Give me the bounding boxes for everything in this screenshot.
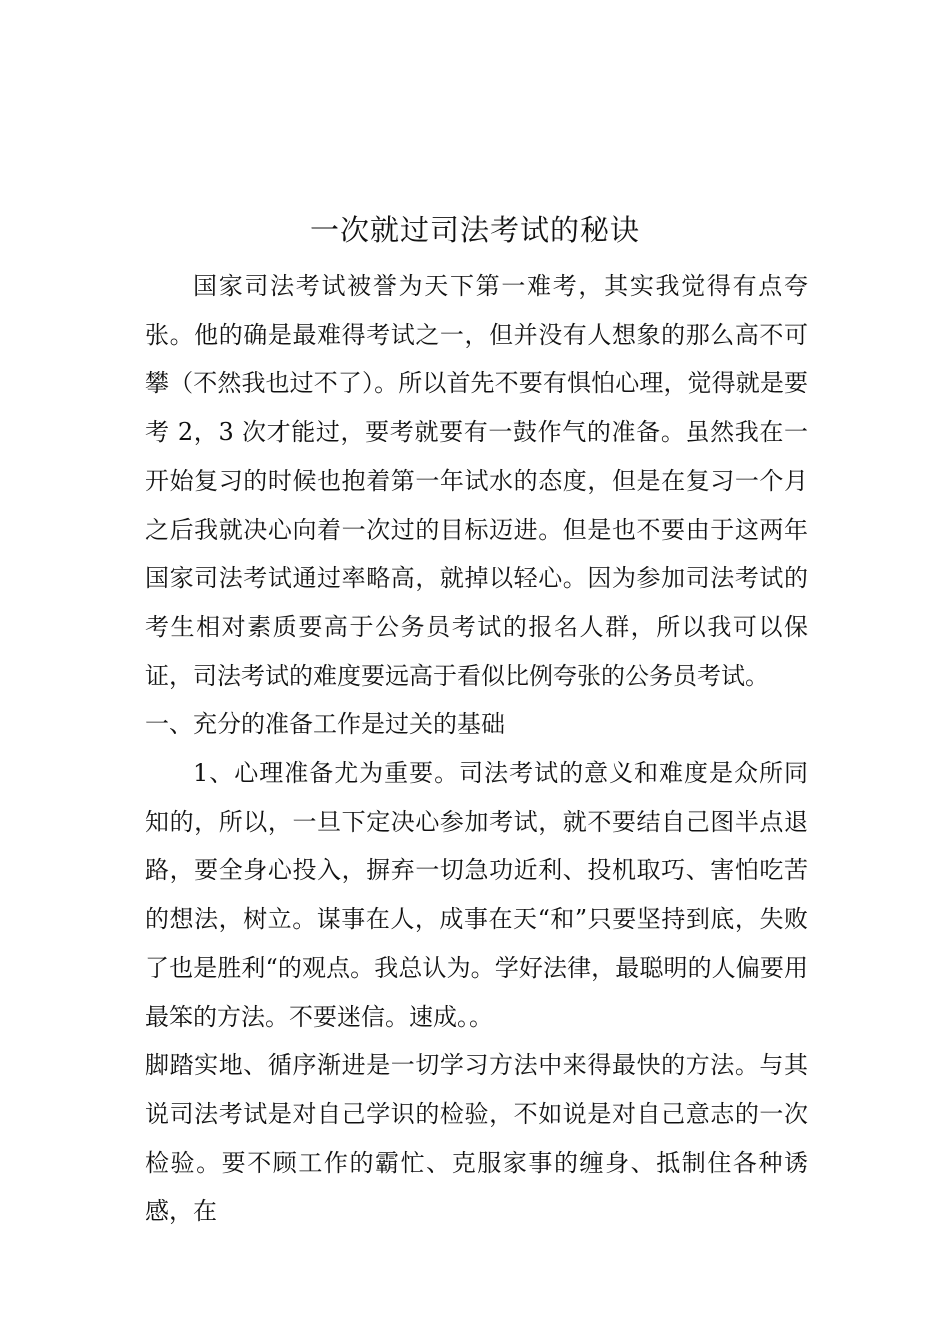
document-body [145,262,808,1236]
section-heading-preparation: 一、充分的准备工作是过关的基础 [145,710,505,739]
paragraph-steady-progress: 脚踏实地、循序渐进是一切学习方法中来得最快的方法。与其说司法考试是对自己学识的检验，不如说是对自己意志的一次检验。要不顾工作的霸忙、克服家事的缠身、抵制住各种诱感，在 [145,1051,808,1226]
document-title: 一次就过司法考试的秘诀 [309,213,640,247]
paragraph-intro: 国家司法考试被誉为天下第一难考，其实我觉得有点夸张。他的确是最难得考试之一，但并没有人想象的那么高不可攀（不然我也过不了）。所以首先不要有惧怕心理，觉得就是要考 2，3 次才能过，要考就要有一鼓作气的准备。虽然我在一开始复习的时候也抱着第一年试水的态度，但是在复习一个月之后我就决心向着一次过的目标迈进。但是也不要由于这两年国家司法考试通过率略高，就掉以轻心。因为参加司法考试的考生相对素质要高于公务员考试的报名人群，所以我可以保证，司法考试的难度要远高于看似比例夸张的公务员考试。 [145,272,808,690]
paragraph-psychological-preparation: 1、心理准备尤为重要。司法考试的意义和难度是众所同知的，所以，一旦下定决心参加考试，就不要结自己图半点退路，要全身心投入，摒弃一切急功近利、投机取巧、害怕吃苦的想法，树立。谋事在人，成事在天“和”只要坚持到底，失败了也是胜利“的观点。我总认为。学好法律，最聪明的人偏要用最笨的方法。不要迷信。速成。。 [145,759,808,1031]
